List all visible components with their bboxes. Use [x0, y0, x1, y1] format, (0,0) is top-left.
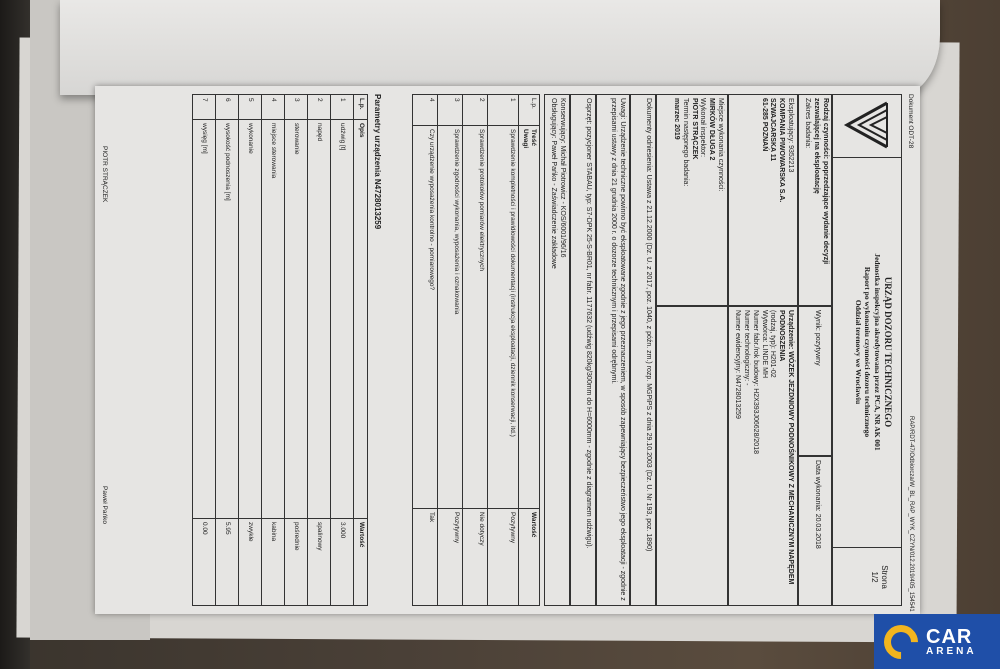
header-title [833, 157, 901, 547]
table-row: 4 Czy urządzenie wyposażenia kontrolno - pomiarowego? Tak [412, 95, 437, 606]
table-row: 3 Sprawdzenie zgodności wykonania, wyposażenia i oznakowania Pozytywny [437, 95, 462, 606]
row-konserwujacy: Konserwujący: Michał Piotrowicz - KOS/6001/96/16 Obsługujący: Paweł Pańko - Zaświadczenie zakładowe [544, 94, 570, 606]
car-arena-logo [874, 614, 1000, 669]
row-uwagi: Uwagi: Urządzenie techniczne powinno być eksploatowane zgodnie z jego przeznaczeniem, w sposób zapewniający bezpieczeństwo jego eksploatacji - zgodnie z przepisami ustawy z dnia 21 grudnia 2000 r. o dozorze technicznym i przepisami odrębnymi. [596, 94, 630, 606]
row-urzadzenie: Urządzenie: WÓZEK JEZDNIOWY PODNOŚNIKOWY Z MECHANICZNYM NAPĘDEM PODNOSZENIA (rodzaj, typ): H201-02 Wytwórca: LINDE MH Numer fabr./rok budowy: H2X393J06628/2018 Numer technologiczny: - Numer ewidencyjny: N4728013259 [728, 306, 798, 606]
table-row: 1 udźwig [t] 3.000 [331, 95, 354, 606]
logo-line1: CAR [926, 625, 973, 648]
table-row: 4 miejsce sterowania kabina [262, 95, 285, 606]
header-line4: Oddział terenowy we Wrocławiu [854, 299, 863, 405]
table-row: 5 wykonanie zwykłe [239, 95, 262, 606]
form-number: Dokument ODT-28 [907, 94, 914, 149]
table-row: 2 napęd spalinowy [308, 95, 331, 606]
footer-left-name: PIOTR STRĄCZEK [101, 146, 108, 203]
params-header: L.p. Opis Wartość [354, 95, 368, 606]
checks-table [412, 94, 540, 606]
table-row: 2 Sprawdzenie protokołów pomiarów elektrycznych Nie dotyczy [462, 95, 487, 606]
row-data: Data wykonania: 20.03.2018 [798, 456, 832, 606]
document-content [95, 86, 920, 614]
checks-header: L.p. Treść Uwagi Wartość [518, 95, 539, 606]
row-wynik: Wynik: pozytywny [798, 306, 832, 456]
table-row: 6 wysokość podnoszenia [m] 5.95 [216, 95, 239, 606]
row-miejsce: Miejsce wykonania czynności: MIRKÓW DŁUGA 2 Wykonał inspektor: PIOTR STRĄCZEK Termin następnego badania: marzec 2019 [656, 94, 728, 306]
row-osprzet: Osprzęt: pozycjoner STABAU, typ: S7-DPK 25-S-BR01, nr fabr. 1177632 (udźwig 820kg/300mm do H=6000mm - zgodnie z diagramem udźwigu). [570, 94, 596, 606]
turned-page-leaf [60, 0, 940, 95]
udt-logo [833, 95, 901, 158]
car-arena-c-icon [877, 617, 925, 665]
footer-right-name: Paweł Pańko [101, 486, 108, 524]
header-line1: URZĄD DOZORU TECHNICZNEGO [883, 276, 893, 428]
file-reference: RAP/RDT-47/Odbiorcza/W_BL_RAP_WYK_CZYN/012.2019/405_154541 [908, 416, 914, 612]
document-header [832, 94, 902, 606]
page-number: Strona 1/2 [833, 547, 901, 606]
logo-line2: ARENA [926, 645, 977, 657]
table-row: 7 wysięg [m] 0.00 [193, 95, 216, 606]
table-row: 1 Sprawdzenie kompletności i prawidłowości dokumentacji (instrukcja eksploatacji, dziennik konserwacji, itd.) Pozytywny [487, 95, 518, 606]
row-rodzaj: Rodzaj czynności: poprzedzające wydanie decyzji zezwalającej na eksploatację Zakres badania: [798, 94, 832, 306]
params-table [192, 94, 368, 606]
document-sheet [95, 86, 920, 614]
row-eksploatujacy: Eksploatujący: 9352213 KOMPANIA PIWOWARSKA S.A. SZWAJCARSKA 11 61-285 POZNAŃ [728, 94, 798, 306]
row-empty [656, 306, 728, 606]
udt-logo-icon [835, 95, 901, 155]
table-row: 3 sterowanie pośrednie [285, 95, 308, 606]
header-line3: Raport po wykonaniu czynności dozoru technicznego [863, 266, 873, 438]
header-line2: Jednostka inspekcyjna akredytowana przez PCA, NR AK 001 [872, 253, 882, 451]
row-dokumenty: Dokumenty odniesienia: Ustawa z 21.12.2000 (Dz. U. z 2017, poz. 1040, z późn. zm.) rozp. MGPiPS z dnia 29.10.2003 (Dz. U. Nr 193, poz. 1890) [630, 94, 656, 606]
params-title: Parametry urządzenia N4728013259 [373, 94, 382, 230]
